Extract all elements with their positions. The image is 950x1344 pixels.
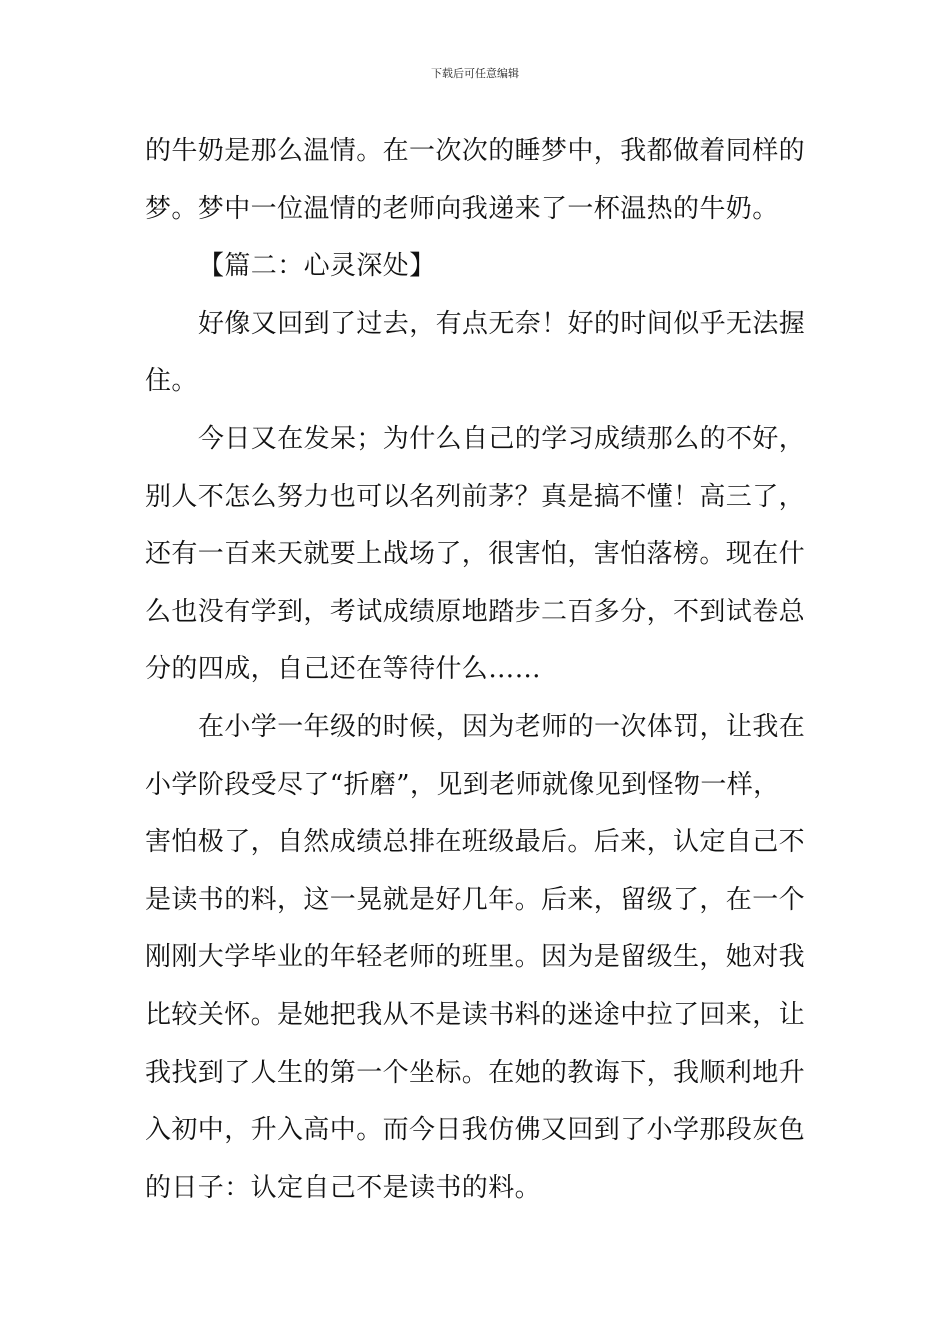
text-line: 住。 (145, 366, 198, 397)
text-line: 好像又回到了过去，有点无奈！好的时间似乎无法握 (198, 308, 806, 339)
text-line: 么也没有学到，考试成绩原地踏步二百多分，不到试卷总 (145, 596, 806, 627)
text-line: 是读书的料，这一晃就是好几年。后来，留级了，在一个 (145, 884, 806, 915)
document-body (145, 123, 807, 1217)
text-line: 在小学一年级的时候，因为老师的一次体罚，让我在 (198, 711, 806, 742)
text-line: 我找到了人生的第一个坐标。在她的教诲下，我顺利地升 (145, 1057, 806, 1088)
text-line: 害怕极了，自然成绩总排在班级最后。后来，认定自己不 (145, 827, 806, 858)
text-line: 今日又在发呆；为什么自己的学习成绩那么的不好， (198, 423, 806, 454)
text-line: 的牛奶是那么温情。在一次次的睡梦中，我都做着同样的 (145, 136, 806, 166)
text-line: 还有一百来天就要上战场了，很害怕，害怕落榜。现在什 (145, 539, 806, 570)
text-line: 分的四成，自己还在等待什么…… (145, 654, 542, 685)
text-line: 刚刚大学毕业的年轻老师的班里。因为是留级生，她对我 (145, 942, 806, 973)
text-line: 入初中，升入高中。而今日我仿佛又回到了小学那段灰色 (145, 1115, 806, 1146)
text-line: 的日子：认定自己不是读书的料。 (145, 1172, 542, 1203)
text-line: 【篇二：心灵深处】 (198, 251, 436, 282)
text-line: 别人不怎么努力也可以名列前茅？真是搞不懂！高三了， (145, 481, 806, 512)
text-line: 小学阶段受尽了“折磨”，见到老师就像见到怪物一样， (145, 769, 780, 800)
page-header: 下载后可任意编辑 (431, 67, 519, 80)
text-line: 比较关怀。是她把我从不是读书料的迷途中拉了回来，让 (145, 999, 806, 1030)
text-line: 梦。梦中一位温情的老师向我递来了一杯温热的牛奶。 (145, 193, 779, 224)
